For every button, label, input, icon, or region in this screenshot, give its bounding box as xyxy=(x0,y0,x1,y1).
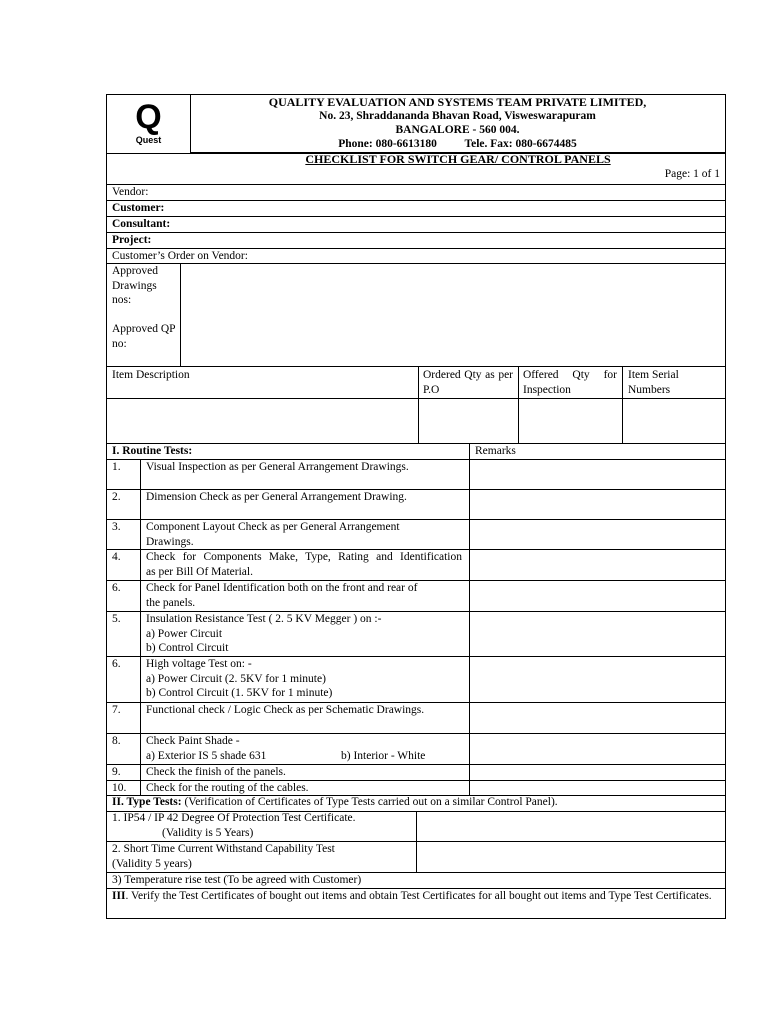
contact-line xyxy=(191,137,724,151)
company-block xyxy=(191,95,724,151)
routine-row-line: a) Power Circuit (2. 5KV for 1 minute) xyxy=(146,672,326,685)
consultant-field: Consultant: xyxy=(106,216,726,232)
routine-row-text xyxy=(146,734,462,763)
letterhead xyxy=(106,94,726,154)
page-number: Page: 1 of 1 xyxy=(664,168,720,180)
routine-row-text xyxy=(146,781,462,796)
routine-row-text xyxy=(146,581,462,610)
routine-row-text xyxy=(146,765,462,780)
routine-row-line: Check Paint Shade - xyxy=(146,735,240,747)
type-test-1-validity: (Validity is 5 Years) xyxy=(162,826,254,839)
phone: Phone: 080-6613180 xyxy=(338,138,437,150)
routine-row-number: 6. xyxy=(112,582,121,594)
address-line-2: BANGALORE - 560 004. xyxy=(395,124,520,136)
type-test-2 xyxy=(112,842,335,871)
routine-row-number: 5. xyxy=(112,613,121,625)
routine-row-text xyxy=(146,550,462,579)
section-3-heading: III xyxy=(112,890,126,902)
type-test-2-title: 2. Short Time Current Withstand Capability Test xyxy=(112,843,335,855)
logo-name: Quest xyxy=(135,135,162,145)
type-test-1-title: 1. IP54 / IP 42 Degree Of Protection Test Certificate. xyxy=(112,812,356,824)
approved-block xyxy=(106,263,726,367)
routine-row-line: Dimension Check as per General Arrangement Drawing. xyxy=(146,491,407,503)
project-field: Project: xyxy=(106,232,726,248)
address-line-1: No. 23, Shraddananda Bhavan Road, Visweswarapuram xyxy=(319,110,596,122)
customer-field: Customer: xyxy=(106,200,726,216)
routine-row-line: High voltage Test on: - xyxy=(146,658,252,670)
routine-row-line: Check for Panel Identification both on the front and rear of xyxy=(146,582,418,594)
routine-row-number: 8. xyxy=(112,735,121,747)
col-serial-numbers: Item Serial Numbers xyxy=(628,369,679,396)
type-test-1 xyxy=(112,811,356,840)
routine-row-line: Visual Inspection as per General Arrangement Drawings. xyxy=(146,461,409,473)
col-item-description: Item Description xyxy=(112,369,190,381)
routine-row-text xyxy=(146,657,462,701)
type-test-3: 3) Temperature rise test (To be agreed with Customer) xyxy=(112,874,362,886)
routine-row-text xyxy=(146,460,462,475)
routine-row-line: Component Layout Check as per General Arrangement xyxy=(146,521,400,533)
routine-row-text xyxy=(146,520,462,549)
routine-row-line: Drawings. xyxy=(146,535,194,548)
routine-row-number: 9. xyxy=(112,766,121,778)
routine-row-number: 10. xyxy=(112,782,127,794)
col-offered-qty: Offered Qty for Inspection xyxy=(523,369,617,396)
routine-row-text xyxy=(146,703,462,718)
routine-row-line xyxy=(146,749,462,764)
approved-drawings-label: Approved Drawings nos: xyxy=(112,265,158,306)
routine-row-line-main: a) Exterior IS 5 shade 631 xyxy=(146,749,267,762)
routine-row-line: Check the finish of the panels. xyxy=(146,766,286,778)
type-test-2-validity: (Validity 5 years) xyxy=(112,857,192,870)
routine-row-line: b) Control Circuit xyxy=(146,642,229,654)
routine-row-extra: b) Interior - White xyxy=(341,749,426,762)
routine-row-number: 4. xyxy=(112,551,121,563)
routine-row-line: the panels. xyxy=(146,596,196,609)
routine-row-line: Insulation Resistance Test ( 2. 5 KV Megger ) on :- xyxy=(146,613,382,625)
routine-row-line: a) Power Circuit xyxy=(146,627,223,640)
section-3-text xyxy=(112,889,720,904)
section-3-body: . Verify the Test Certificates of bought out items and obtain Test Certificates for all bought out items and Type Test Certificates. xyxy=(125,890,712,902)
routine-row-text xyxy=(146,490,462,505)
col-ordered-qty: Ordered Qty as per P.O xyxy=(423,369,513,396)
quest-logo xyxy=(107,95,191,152)
routine-row-text xyxy=(146,612,462,656)
approved-qp-label: Approved QP no: xyxy=(112,323,176,350)
company-name: QUALITY EVALUATION AND SYSTEMS TEAM PRIVATE LIMITED, xyxy=(268,95,647,109)
type-tests-heading: II. Type Tests: xyxy=(112,796,182,808)
routine-row-line: as per Bill Of Material. xyxy=(146,565,253,578)
routine-row-number: 1. xyxy=(112,461,121,473)
order-field: Customer’s Order on Vendor: xyxy=(106,248,726,264)
fax: Tele. Fax: 080-6674485 xyxy=(464,138,577,150)
routine-row-number: 3. xyxy=(112,521,121,533)
routine-row-line: Check for Components Make, Type, Rating and Identification xyxy=(146,551,462,563)
routine-row-number: 7. xyxy=(112,704,121,716)
routine-row-line: Functional check / Logic Check as per Schematic Drawings. xyxy=(146,704,425,716)
remarks-heading: Remarks xyxy=(475,445,516,457)
logo-letter: Q xyxy=(135,98,162,136)
routine-row-line: b) Control Circuit (1. 5KV for 1 minute) xyxy=(146,687,333,699)
routine-row-line: Check for the routing of the cables. xyxy=(146,782,309,794)
type-tests-heading-line xyxy=(112,795,558,810)
routine-tests-heading: I. Routine Tests: xyxy=(112,445,193,457)
routine-row-number: 2. xyxy=(112,491,121,503)
type-tests-description: (Verification of Certificates of Type Tests carried out on a similar Control Panel). xyxy=(181,796,558,808)
vendor-field: Vendor: xyxy=(106,184,726,200)
routine-row-number: 6. xyxy=(112,658,121,670)
document-title: CHECKLIST FOR SWITCH GEAR/ CONTROL PANELS xyxy=(305,152,611,166)
